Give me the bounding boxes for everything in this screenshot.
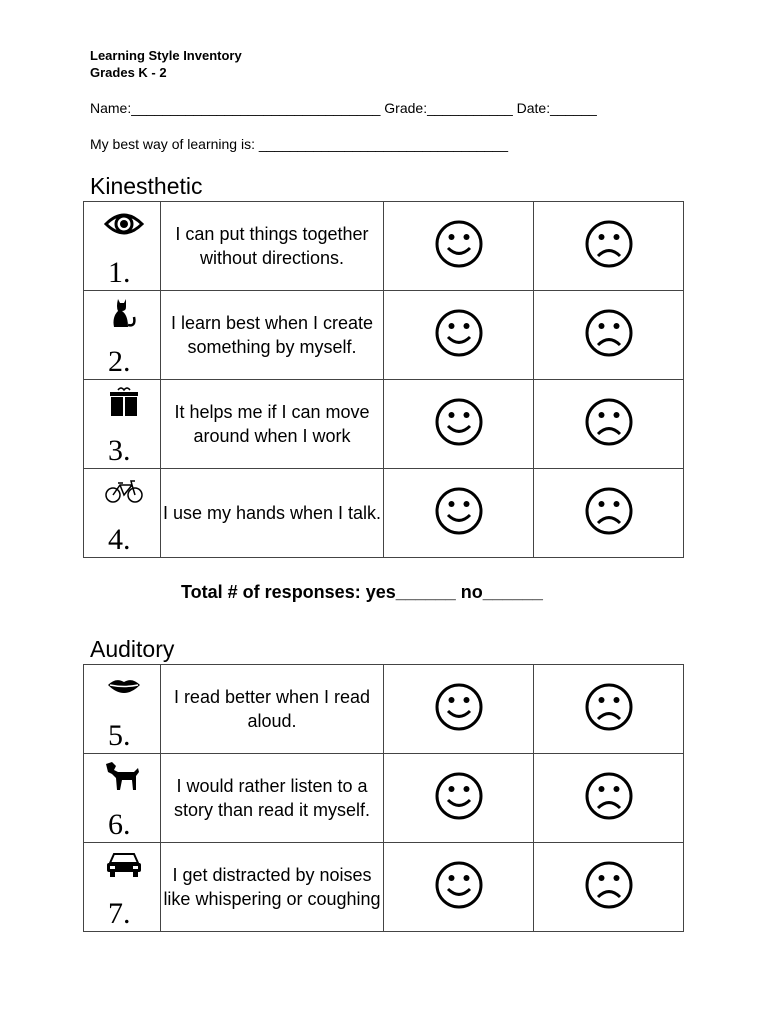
cat-icon xyxy=(104,297,144,329)
icon-cell xyxy=(84,469,161,558)
icon-cell xyxy=(84,843,161,932)
table-row xyxy=(84,202,684,291)
row-number: 3. xyxy=(108,434,131,467)
kinesthetic-table xyxy=(83,201,684,558)
table-row xyxy=(84,469,684,558)
smile-cell[interactable] xyxy=(384,754,534,843)
section-heading-auditory: Auditory xyxy=(90,636,175,662)
auditory-table xyxy=(83,664,684,932)
frown-cell[interactable] xyxy=(534,469,684,558)
frown-cell[interactable] xyxy=(534,754,684,843)
smiley-face-icon xyxy=(434,486,484,536)
grade-range: Grades K - 2 xyxy=(90,65,167,80)
smile-cell[interactable] xyxy=(384,469,534,558)
smile-cell[interactable] xyxy=(384,380,534,469)
frown-cell[interactable] xyxy=(534,291,684,380)
smiley-face-icon xyxy=(434,397,484,447)
smile-cell[interactable] xyxy=(384,843,534,932)
frowny-face-icon xyxy=(584,219,634,269)
icon-cell xyxy=(84,754,161,843)
icon-cell xyxy=(84,665,161,754)
row-number: 4. xyxy=(108,523,131,556)
row-number: 2. xyxy=(108,345,131,378)
document-title: Learning Style Inventory xyxy=(90,48,242,63)
row-number: 5. xyxy=(108,719,131,752)
gift-box-icon xyxy=(104,386,144,418)
frown-cell[interactable] xyxy=(534,843,684,932)
car-icon xyxy=(104,849,144,881)
smiley-face-icon xyxy=(434,860,484,910)
icon-cell xyxy=(84,202,161,291)
frowny-face-icon xyxy=(584,771,634,821)
frowny-face-icon xyxy=(584,860,634,910)
statement-text: I read better when I read aloud. xyxy=(161,665,384,754)
table-row xyxy=(84,291,684,380)
icon-cell xyxy=(84,380,161,469)
statement-text: I learn best when I create something by myself. xyxy=(161,291,384,380)
dog-icon xyxy=(104,760,144,792)
statement-text: I use my hands when I talk. xyxy=(161,469,384,558)
frowny-face-icon xyxy=(584,486,634,536)
row-number: 6. xyxy=(108,808,131,841)
icon-cell xyxy=(84,291,161,380)
best-way-line: My best way of learning is: ________________________________ xyxy=(90,136,509,152)
smile-cell[interactable] xyxy=(384,291,534,380)
smile-cell[interactable] xyxy=(384,665,534,754)
statement-text: I can put things together without directions. xyxy=(161,202,384,291)
smiley-face-icon xyxy=(434,219,484,269)
frown-cell[interactable] xyxy=(534,380,684,469)
smiley-face-icon xyxy=(434,308,484,358)
smile-cell[interactable] xyxy=(384,202,534,291)
frowny-face-icon xyxy=(584,308,634,358)
row-number: 1. xyxy=(108,256,131,289)
table-row xyxy=(84,754,684,843)
statement-text: I get distracted by noises like whispering or coughing xyxy=(161,843,384,932)
table-row xyxy=(84,665,684,754)
smiley-face-icon xyxy=(434,682,484,732)
name-grade-date-line: Name:________________________________ Grade:___________ Date:______ xyxy=(90,100,597,116)
frown-cell[interactable] xyxy=(534,665,684,754)
frowny-face-icon xyxy=(584,682,634,732)
lips-icon xyxy=(104,671,144,703)
table-row xyxy=(84,843,684,932)
row-number: 7. xyxy=(108,897,131,930)
statement-text: It helps me if I can move around when I work xyxy=(161,380,384,469)
total-responses-line: Total # of responses: yes______ no______ xyxy=(181,582,543,602)
section-heading-kinesthetic: Kinesthetic xyxy=(90,173,203,199)
statement-text: I would rather listen to a story than read it myself. xyxy=(161,754,384,843)
smiley-face-icon xyxy=(434,771,484,821)
eye-icon xyxy=(104,208,144,240)
frowny-face-icon xyxy=(584,397,634,447)
bicycle-icon xyxy=(104,475,144,507)
frown-cell[interactable] xyxy=(534,202,684,291)
table-row xyxy=(84,380,684,469)
